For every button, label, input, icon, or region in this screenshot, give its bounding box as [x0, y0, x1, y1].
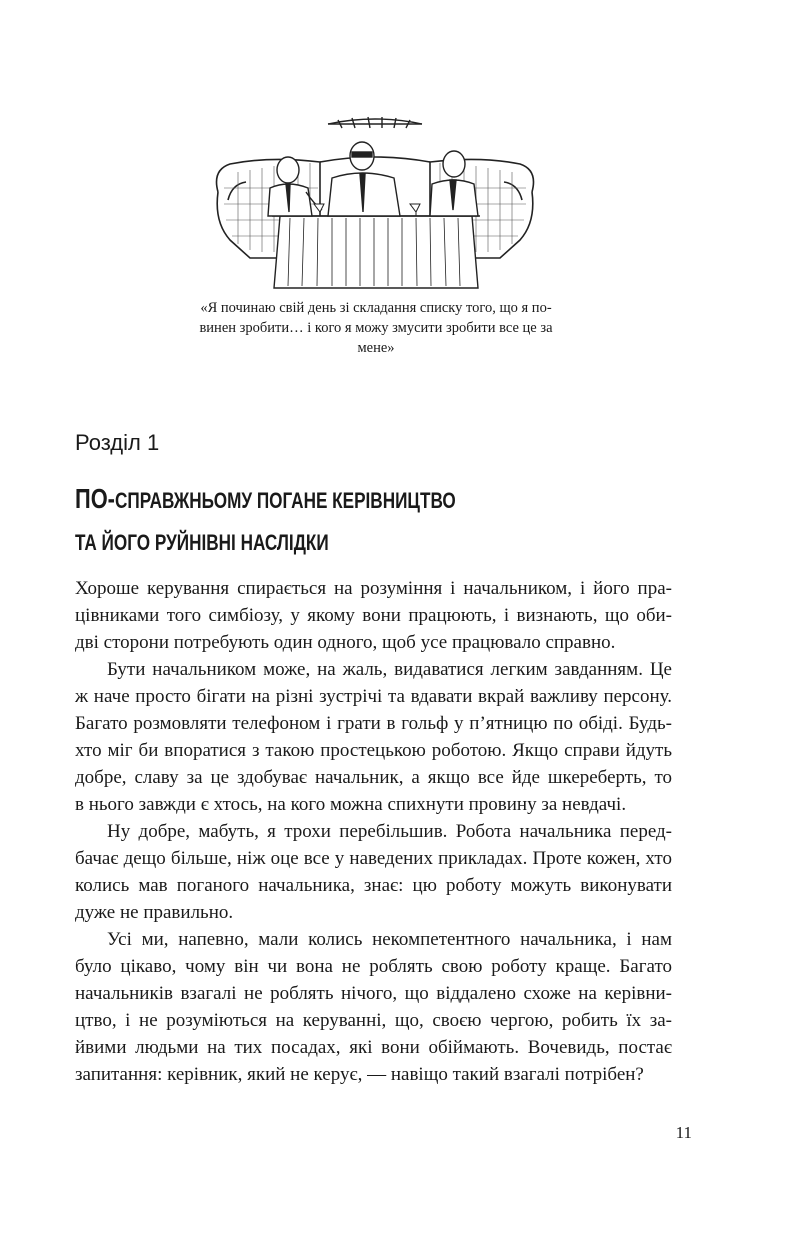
body-line: Усі ми, напевно, мали колись некомпетентного начальника, і нам [107, 929, 672, 950]
body-text [75, 575, 672, 1088]
chapter-label: Розділ 1 [75, 430, 160, 455]
body-line: запитання: керівник, який не керує, — навіщо такий взагалі потрібен? [75, 1064, 644, 1085]
cartoon-illustration [210, 112, 540, 298]
body-line: було цікаво, чому він чи вона не роблять свою роботу краще. Багато [75, 956, 672, 977]
ceiling-lamp [328, 117, 422, 128]
body-line: Хороше керування спирається на розуміння і начальником, і його пра- [75, 578, 672, 599]
body-line: начальників взагалі не роблять нічого, що віддалено схоже на керівни- [75, 983, 672, 1004]
body-line: цтво, і не розуміються на керуванні, що, своєю чергою, робить їх за- [75, 1010, 672, 1031]
body-line: Багато розмовляти телефоном і грати в гольф у п’ятницю по обіді. Будь- [75, 713, 672, 734]
body-line: дуже не правильно. [75, 902, 234, 923]
body-line: йвими людьми на тих посадах, які вони обіймають. Вочевидь, постає [75, 1037, 672, 1058]
caption-line: мене» [357, 340, 395, 356]
body-line: колись мав поганого начальника, знає: цю роботу можуть виконувати [75, 875, 672, 896]
cartoon-caption [160, 298, 592, 358]
body-line: Бути начальником може, на жаль, видаватися легким завданням. Це [107, 659, 672, 680]
caption-line: «Я починаю свій день зі складання списку того, що я по- [200, 300, 552, 316]
body-line: в нього завжди є хтось, на кого можна спихнути провину за невдачі. [75, 794, 627, 815]
man-left [268, 157, 322, 216]
body-line: цівниками того симбіозу, у якому вони працюють, і визнають, що оби- [75, 605, 672, 626]
chapter-title-drop: ПО- [75, 483, 115, 514]
body-line: Ну добре, мабуть, я трохи перебільшив. Робота начальника перед- [107, 821, 672, 842]
chapter-title-line-2: ТА ЙОГО РУЙНІВНІ НАСЛІДКИ [75, 530, 329, 555]
man-center [328, 142, 400, 216]
caption-line: винен зробити… і кого я можу змусити зробити все це за [199, 320, 553, 336]
body-line: дві сторони потребують один одного, щоб усе працювало справно. [75, 632, 616, 653]
body-line: добре, славу за це здобуває начальник, а якщо все йде шкереберть, то [75, 767, 672, 788]
body-line: ж наче просто бігати на різні зустрічі та вдавати вкрай важливу персону. [75, 686, 672, 707]
chapter-title [75, 478, 456, 564]
table [272, 216, 480, 288]
page-number: 11 [675, 1123, 692, 1142]
chapter-title-rest: СПРАВЖНЬОМУ ПОГАНЕ КЕРІВНИЦТВО [114, 488, 456, 513]
chapter-title-line-1 [75, 478, 456, 522]
body-line: хто міг би впоратися з такою простецькою роботою. Якщо справи йдуть [75, 740, 672, 761]
body-line: бачає дещо більше, ніж оце все у наведених прикладах. Проте кожен, хто [75, 848, 672, 869]
